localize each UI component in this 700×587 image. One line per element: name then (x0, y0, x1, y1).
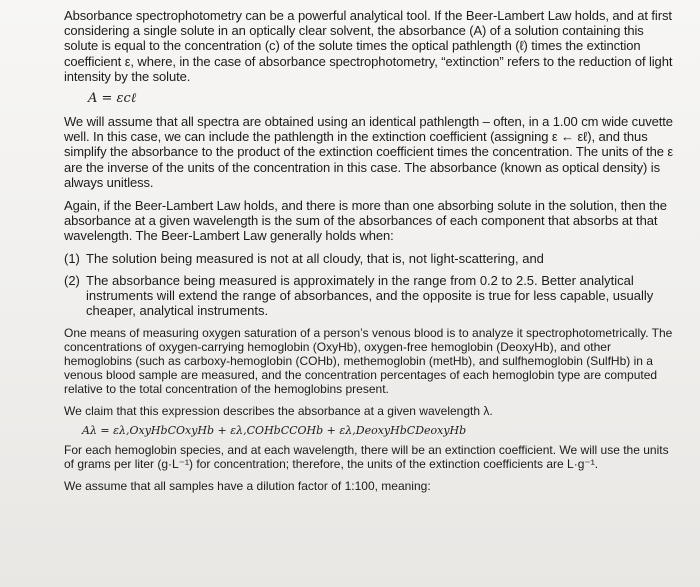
condition-item-2 (64, 273, 678, 319)
extinction-coefficient-paragraph: For each hemoglobin species, and at each wavelength, there will be an extinction coefficient. We will use the units of grams per liter (g·L⁻¹) for concentration; therefore, the units of the extinction coefficients are L·g⁻¹. (64, 443, 669, 472)
beer-lambert-equation: A = εcℓ (88, 91, 137, 107)
absorbance-sum-equation: Aλ = ελ,OxyHbCOxyHb + ελ,COHbCCOHb + ελ,DeoxyHbCDeoxyHb (82, 424, 467, 438)
condition-number-1: (1) (64, 250, 80, 266)
conditions-list (64, 251, 678, 319)
condition-number-2: (2) (64, 272, 80, 288)
pathlength-paragraph: We will assume that all spectra are obtained using an identical pathlength – often, in a 1.00 cm wide cuvette well. In this case, we can include the pathlength in the extinction coefficient (assigning ε ← εℓ), and thus simplify the absorbance to the product of the extinction coefficient times the concentration. The units of the ε are the inverse of the units of the concentration in this case. The absorbance (known as optical density) is always unitless. (64, 114, 674, 190)
intro-paragraph: Absorbance spectrophotometry can be a powerful analytical tool. If the Beer-Lambert Law holds, and at first considering a single solute in an optically clear solvent, the absorbance (A) of a solution containing this solute is equal to the concentration (c) of the solute times the optical pathlength (ℓ) times the extinction coefficient ε, where, in the case of absorbance spectrophotometry, “extinction” refers to the reduction of light intensity by the solute. (64, 8, 673, 84)
claim-paragraph: We claim that this expression describes the absorbance at a given wavelength λ. (64, 404, 493, 419)
condition-item-1 (64, 251, 678, 266)
condition-text-2: The absorbance being measured is approximately in the range from 0.2 to 2.5. Better analytical instruments will extend the range of absorbances, and the opposite is true for less capable, usually cheaper, analytical instruments. (86, 272, 654, 319)
dilution-paragraph: We assume that all samples have a dilution factor of 1:100, meaning: (64, 479, 431, 494)
oxygen-saturation-paragraph: One means of measuring oxygen saturation of a person’s venous blood is to analyze it spectrophotometrically. The concentrations of oxygen-carrying hemoglobin (OxyHb), oxygen-free hemoglobin (DeoxyHb), and other hemoglobins (such as carboxy-hemoglobin (COHb), methemoglobin (metHb), and sulfhemoglobin (SulfHb) in a venous blood sample are measured, and the concentration percentages of each hemoglobin type are computed relative to the total concentration of the hemoglobins present. (64, 326, 673, 397)
multicomponent-paragraph: Again, if the Beer-Lambert Law holds, and there is more than one absorbing solute in the solution, then the absorbance at a given wavelength is the sum of the absorbances of each component that absorbs at that wavelength. The Beer-Lambert Law generally holds when: (64, 198, 667, 244)
condition-text-1: The solution being measured is not at all cloudy, that is, not light-scattering, and (86, 250, 544, 266)
